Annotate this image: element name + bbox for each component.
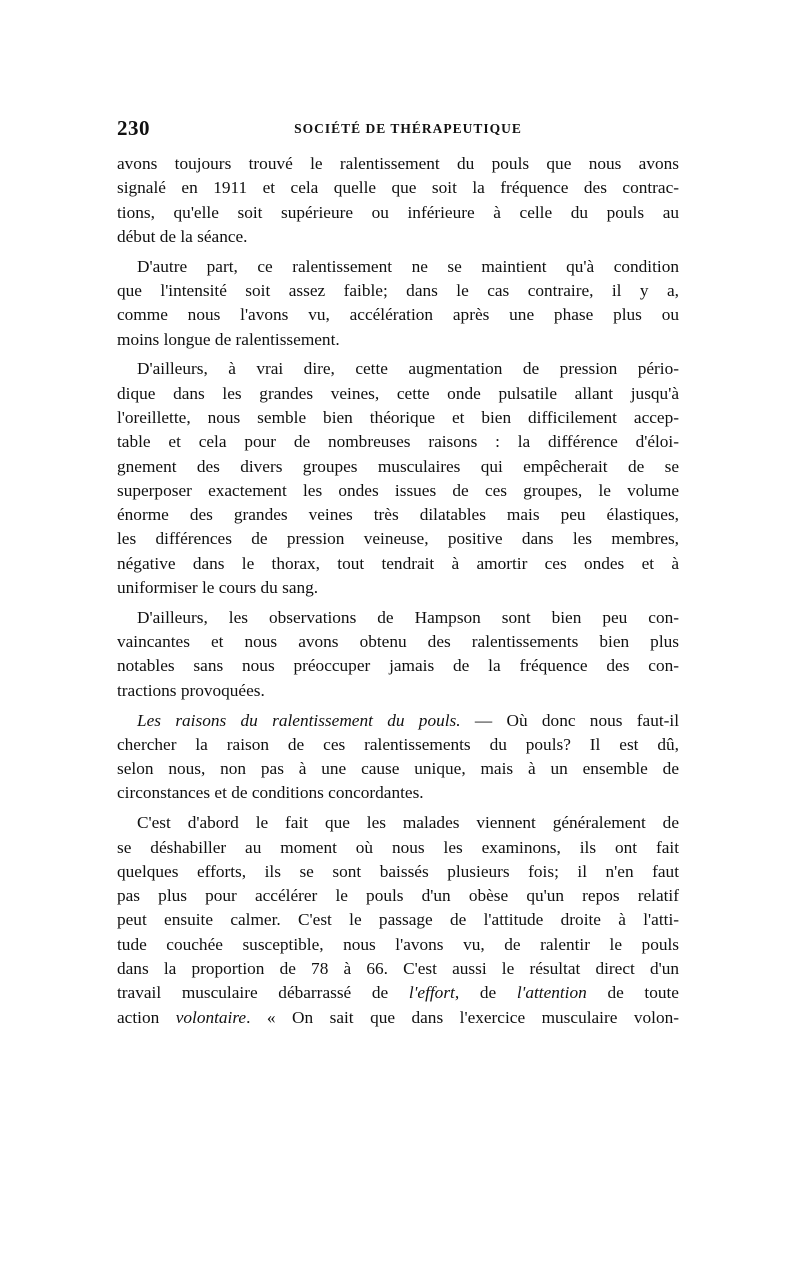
text-line: signalé en 1911 et cela quelle que soit la fréquence des contrac- <box>117 178 679 198</box>
text-run: action <box>117 1007 176 1027</box>
italic-run: l'effort <box>408 983 455 1003</box>
text-line: que l'intensité soit assez faible; dans le cas contraire, il y a, <box>117 280 679 300</box>
text-line: tions, qu'elle soit supérieure ou inférieure à celle du pouls au <box>117 202 679 222</box>
text-line: les différences de pression veineuse, positive dans les membres, <box>117 529 679 549</box>
text-line: énorme des grandes veines très dilatables mais peu élastiques, <box>117 505 679 525</box>
text-line: circonstances et de conditions concordantes. <box>117 783 424 803</box>
text-line: se déshabiller au moment où nous les examinons, ils ont fait <box>117 837 679 857</box>
text-line: comme nous l'avons vu, accélération après une phase plus ou <box>117 305 679 325</box>
text-line: D'autre part, ce ralentissement ne se maintient qu'à condition <box>137 256 679 276</box>
text-line: quelques efforts, ils se sont baissés plusieurs fois; il n'en faut <box>117 861 679 881</box>
text-line: table et cela pour de nombreuses raisons : la différence d'éloi- <box>117 432 679 452</box>
text-line: superposer exactement les ondes issues de ces groupes, le volume <box>117 480 679 500</box>
text-line: gnement des divers groupes musculaires qui empêcherait de se <box>117 456 679 476</box>
text-run: de toute <box>586 983 679 1003</box>
text-run: , de <box>454 983 517 1003</box>
paragraph-1 <box>117 152 679 249</box>
text-line: dans la proportion de 78 à 66. C'est aussi le résultat direct d'un <box>117 959 679 978</box>
italic-run: l'attention <box>516 983 587 1003</box>
text-line: avons toujours trouvé le ralentissement du pouls que nous avons <box>117 154 679 173</box>
running-head <box>117 116 679 140</box>
text-line: notables sans nous préoccuper jamais de la fréquence des con- <box>117 656 679 676</box>
text-line: chercher la raison de ces ralentissements du pouls? Il est dû, <box>117 734 679 754</box>
paragraph-3 <box>117 357 679 600</box>
text-line: C'est d'abord le fait que les malades viennent généralement de <box>137 813 679 833</box>
section-heading-line <box>117 709 679 733</box>
text-line-mixed <box>117 1006 679 1030</box>
text-line-mixed <box>117 981 679 1005</box>
paragraph-2 <box>117 255 679 352</box>
italic-run: volontaire <box>175 1007 247 1027</box>
paragraph-4 <box>117 606 679 703</box>
text-line: négative dans le thorax, tout tendrait à amortir ces ondes et à <box>117 553 679 573</box>
heading-continuation: — Où donc nous faut-il <box>460 710 679 730</box>
text-line: tude couchée susceptible, nous l'avons vu, de ralentir le pouls <box>117 934 679 954</box>
text-line: D'ailleurs, à vrai dire, cette augmentation de pression pério- <box>137 359 679 379</box>
text-run: . « On sait que dans l'exercice musculaire volon- <box>246 1007 679 1027</box>
page-number: 230 <box>117 116 150 140</box>
text-line: uniformiser le cours du sang. <box>117 578 319 598</box>
text-line: dique dans les grandes veines, cette onde pulsatile allant jusqu'à <box>117 383 679 403</box>
text-line: début de la séance. <box>117 226 248 246</box>
text-line: D'ailleurs, les observations de Hampson sont bien peu con- <box>137 607 679 627</box>
text-line: l'oreillette, nous semble bien théorique et bien difficilement accep- <box>117 407 679 427</box>
running-title: SOCIÉTÉ DE THÉRAPEUTIQUE <box>294 121 522 136</box>
section-heading: Les raisons du ralentissement du pouls. <box>137 710 461 730</box>
text-line: vaincantes et nous avons obtenu des ralentissements bien plus <box>117 632 679 652</box>
text-line: selon nous, non pas à une cause unique, mais à un ensemble de <box>117 759 679 779</box>
text-line: moins longue de ralentissement. <box>117 329 340 349</box>
text-line: tractions provoquées. <box>117 680 265 700</box>
text-line: pas plus pour accélérer le pouls d'un obèse qu'un repos relatif <box>117 886 679 906</box>
text-run: travail musculaire débarrassé de <box>117 983 409 1003</box>
paragraph-6 <box>117 811 679 1030</box>
body-text <box>117 152 679 1030</box>
paragraph-5 <box>117 709 679 806</box>
text-line: peut ensuite calmer. C'est le passage de l'attitude droite à l'atti- <box>117 910 679 930</box>
